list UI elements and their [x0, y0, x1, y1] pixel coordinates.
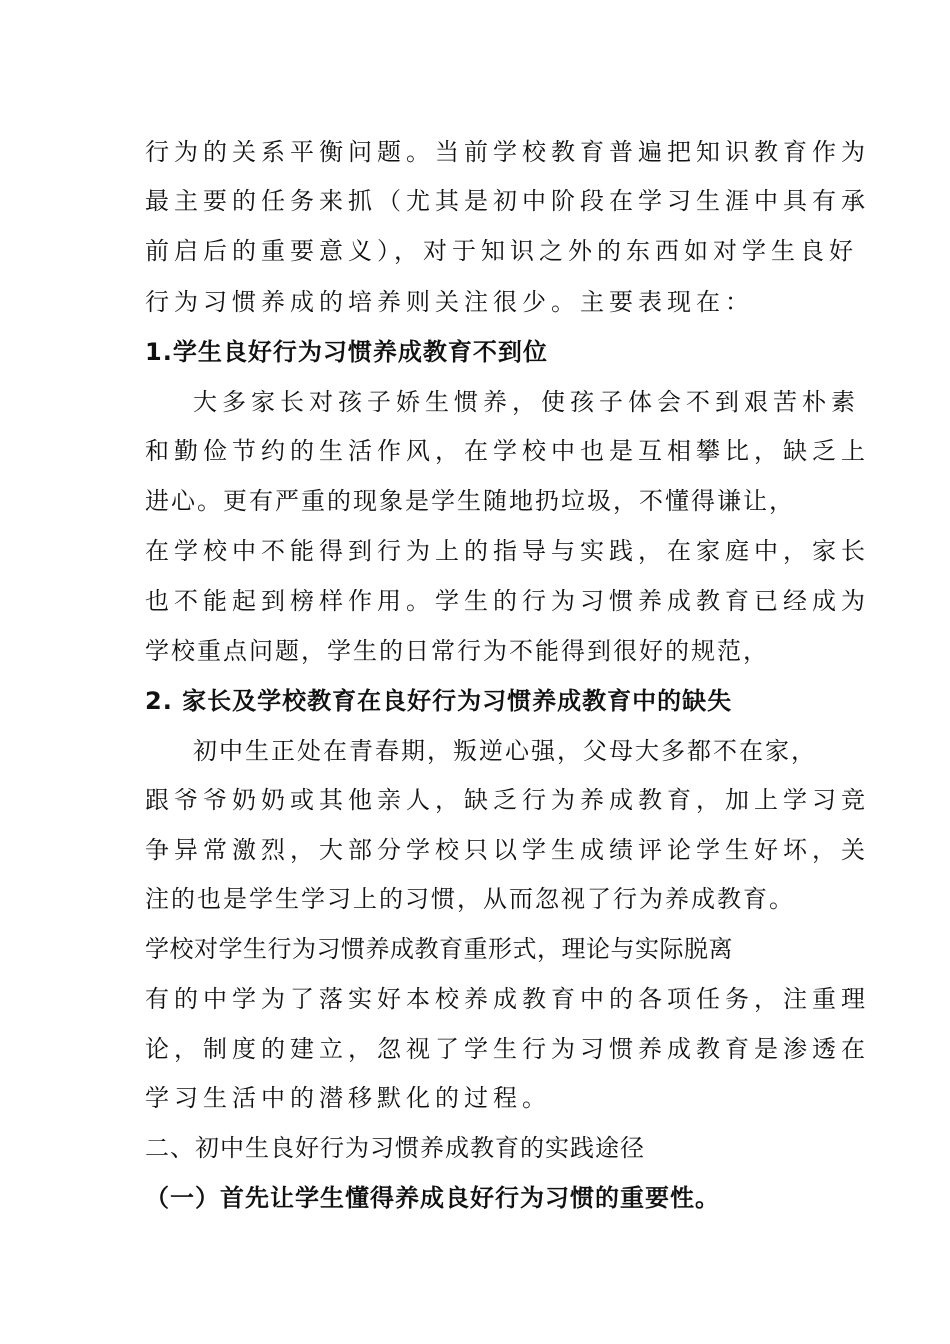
paragraph-line: 有的中学为了落实好本校养成教育中的各项任务，注重理 [145, 985, 870, 1013]
chapter-heading: 二、初中生良好行为习惯养成教育的实践途径 [145, 1134, 645, 1162]
paragraph-line: 进心。更有严重的现象是学生随地扔垃圾，不懂得谦让， [145, 487, 795, 515]
section-heading: 1.学生良好行为习惯养成教育不到位 [145, 338, 548, 366]
section-heading: 2. 家长及学校教育在良好行为习惯养成教育中的缺失 [145, 687, 733, 715]
paragraph-line: 大多家长对孩子娇生惯养，使孩子体会不到艰苦朴素 [193, 388, 860, 416]
paragraph-line: 跟爷爷奶奶或其他亲人，缺乏行为养成教育，加上学习竞 [145, 786, 870, 814]
paragraph-line: 也不能起到榜样作用。学生的行为习惯养成教育已经成为 [145, 587, 870, 615]
paragraph-line: 注的也是学生学习上的习惯，从而忽视了行为养成教育。 [145, 885, 795, 913]
paragraph-line: 和勤俭节约的生活作风，在学校中也是互相攀比，缺乏上 [145, 437, 870, 465]
paragraph-line: 论，制度的建立，忽视了学生行为习惯养成教育是渗透在 [145, 1035, 870, 1063]
paragraph-line: 在学校中不能得到行为上的指导与实践，在家庭中，家长 [145, 537, 870, 565]
paragraph-line: 最主要的任务来抓（尤其是初中阶段在学习生涯中具有承 [145, 187, 870, 215]
paragraph-line: 前启后的重要意义），对于知识之外的东西如对学生良好 [145, 237, 858, 265]
paragraph-line: 学校对学生行为习惯养成教育重形式，理论与实际脱离 [145, 935, 733, 963]
paragraph-line: 行为习惯养成的培养则关注很少。主要表现在： [145, 288, 754, 316]
paragraph-line: 学校重点问题，学生的日常行为不能得到很好的规范， [145, 637, 769, 665]
paragraph-line: 初中生正处在青春期，叛逆心强，父母大多都不在家， [193, 737, 817, 765]
paragraph-line: 学习生活中的潜移默化的过程。 [145, 1084, 551, 1112]
paragraph-line: 行为的关系平衡问题。当前学校教育普遍把知识教育作为 [145, 138, 870, 166]
subsection-heading: （一）首先让学生懂得养成良好行为习惯的重要性。 [145, 1184, 720, 1212]
paragraph-line: 争异常激烈，大部分学校只以学生成绩评论学生好坏，关 [145, 836, 870, 864]
